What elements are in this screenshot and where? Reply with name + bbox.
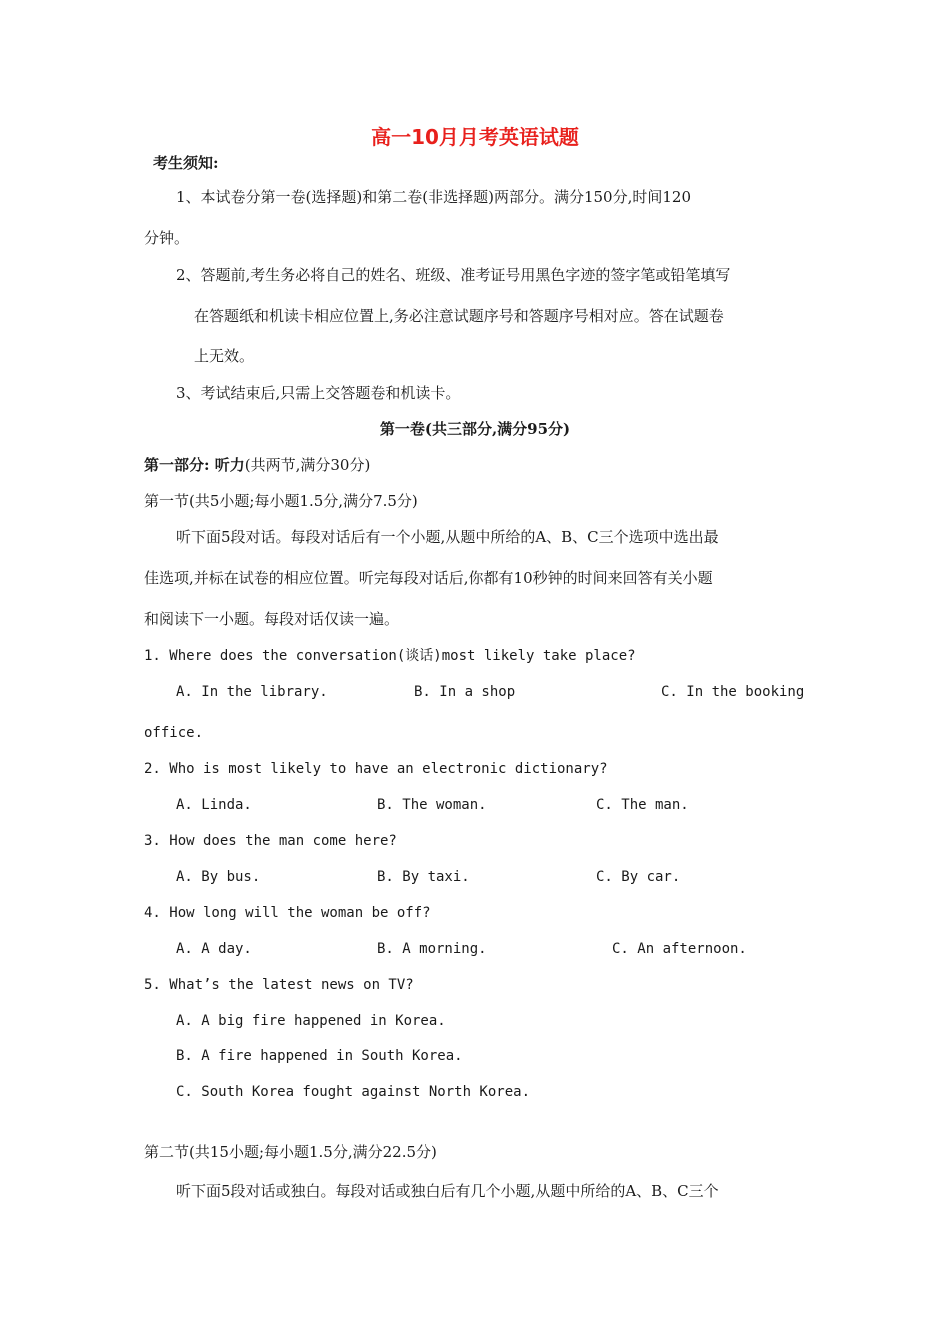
notice-item-2-cont: 在答题纸和机读卡相应位置上,务必注意试题序号和答题序号相对应。答在试题卷 [194, 307, 724, 325]
question-3-option-c: C. By car. [596, 869, 681, 885]
notice-item-2-end: 上无效。 [194, 347, 255, 365]
question-5-stem: 5. What’s the latest news on TV? [144, 977, 414, 993]
question-1-option-a: A. In the library. [176, 684, 328, 700]
question-4-option-a: A. A day. [176, 941, 252, 957]
question-2-option-a: A. Linda. [176, 797, 252, 813]
question-5-option-b: B. A fire happened in South Korea. [176, 1048, 463, 1064]
question-2-stem: 2. Who is most likely to have an electronic dictionary? [144, 761, 608, 777]
page-title: 高一10月月考英语试题 [371, 125, 579, 149]
notice-item-1: 1、本试卷分第一卷(选择题)和第二卷(非选择题)两部分。满分150分,时间120 [176, 188, 691, 206]
section-1-instructions-cont: 佳选项,并标在试卷的相应位置。听完每段对话后,你都有10秒钟的时间来回答有关小题 [144, 569, 713, 587]
question-1-option-b: B. In a shop [414, 684, 516, 700]
question-4-option-c: C. An afternoon. [612, 941, 747, 957]
notice-heading: 考生须知: [153, 154, 219, 172]
section-2-instructions: 听下面5段对话或独白。每段对话或独白后有几个小题,从题中所给的A、B、C三个 [176, 1182, 719, 1200]
question-3-option-b: B. By taxi. [377, 869, 470, 885]
question-4-stem: 4. How long will the woman be off? [144, 905, 431, 921]
part-1-heading-rest: (共两节,满分30分) [244, 456, 371, 474]
section-1-instructions-end: 和阅读下一小题。每段对话仅读一遍。 [144, 610, 400, 628]
question-3-option-a: A. By bus. [176, 869, 261, 885]
question-1-stem: 1. Where does the conversation(谈话)most likely take place? [144, 648, 636, 664]
notice-item-2: 2、答题前,考生务必将自己的姓名、班级、准考证号用黑色字迹的签字笔或铅笔填写 [176, 266, 731, 284]
question-1-option-c-cont: office. [144, 725, 204, 741]
volume-1-heading: 第一卷(共三部分,满分95分) [379, 420, 571, 438]
section-2-heading: 第二节(共15小题;每小题1.5分,满分22.5分) [144, 1143, 437, 1161]
part-1-heading [144, 455, 370, 475]
question-4-option-b: B. A morning. [377, 941, 487, 957]
question-2-option-c: C. The man. [596, 797, 689, 813]
question-2-option-b: B. The woman. [377, 797, 487, 813]
part-1-heading-bold: 第一部分: 听力 [144, 456, 245, 474]
notice-item-1-cont: 分钟。 [144, 229, 190, 247]
notice-item-3: 3、考试结束后,只需上交答题卷和机读卡。 [176, 384, 461, 402]
question-5-option-c: C. South Korea fought against North Korea. [176, 1084, 531, 1100]
section-1-instructions: 听下面5段对话。每段对话后有一个小题,从题中所给的A、B、C三个选项中选出最 [176, 528, 719, 546]
question-1-option-c: C. In the booking [661, 684, 805, 700]
question-3-stem: 3. How does the man come here? [144, 833, 397, 849]
question-5-option-a: A. A big fire happened in Korea. [176, 1013, 446, 1029]
section-1-heading: 第一节(共5小题;每小题1.5分,满分7.5分) [144, 492, 418, 510]
